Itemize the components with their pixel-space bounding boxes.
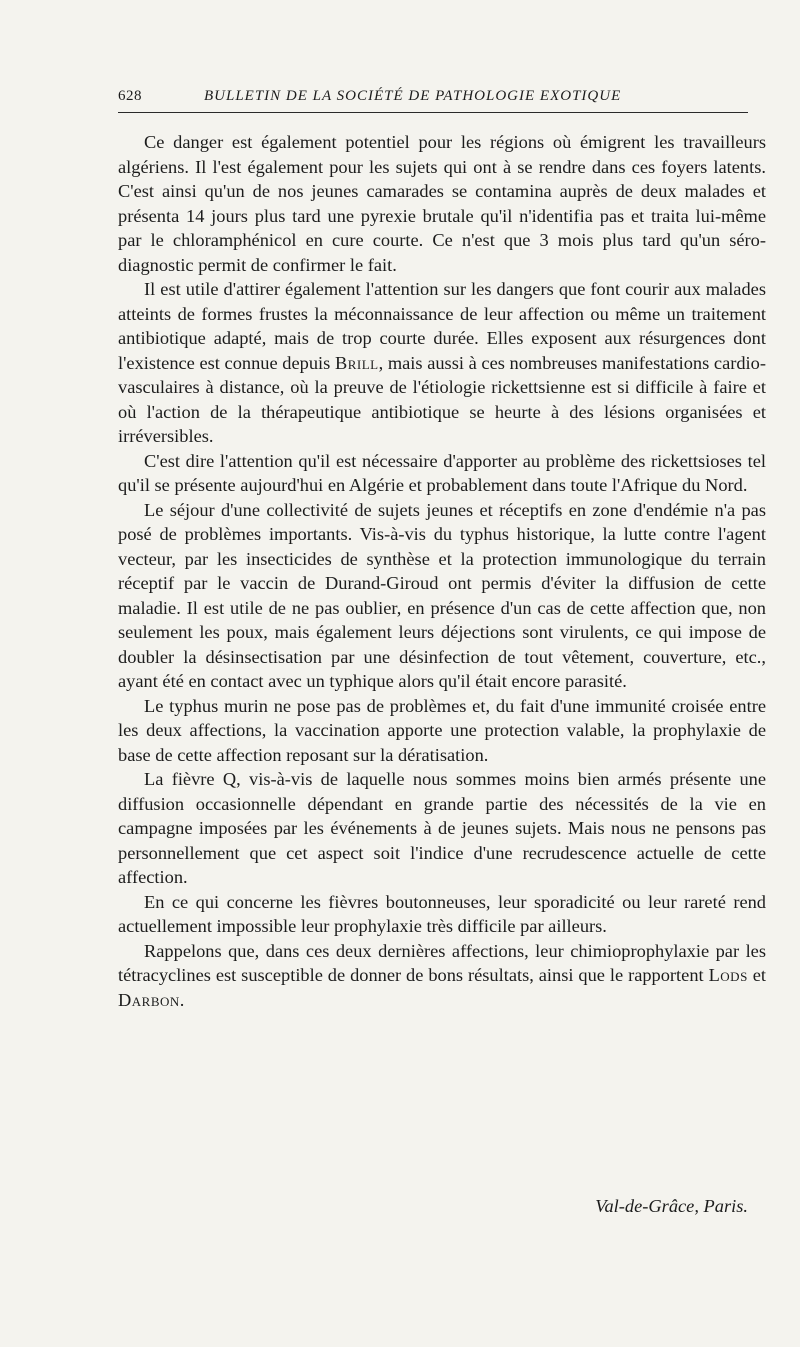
- paragraph-text: Rappelons que, dans ces deux dernières affections, leur chimioprophylaxie par les tétracyclines est susceptible de donner de bons résultats, ainsi que le rapportent: [118, 940, 766, 985]
- paragraph-typhus-murin: Le typhus murin ne pose pas de problèmes et, du fait d'une immunité croisée entre les deux affections, la vaccination apporte une protection valable, la prophylaxie de base de cette affection reposant sur la dératisation.: [118, 695, 766, 765]
- paragraph-chimioprophylaxie: [118, 939, 766, 1013]
- signature-location: Val-de-Grâce, Paris.: [595, 1196, 748, 1216]
- page-number: 628: [118, 88, 142, 104]
- running-title: BULLETIN DE LA SOCIÉTÉ DE PATHOLOGIE EXOTIQUE: [204, 88, 622, 104]
- paragraph-formes-frustes: [118, 277, 766, 449]
- paragraph-text: , mais aussi à ces nombreuses manifestations cardio-vasculaires à distance, où la preuve de l'étiologie rickettsienne est si difficile à faire et où l'action de la thérapeutique antibiotique se heurte à des lésions organisées et irréversibles.: [118, 352, 766, 446]
- article-body: [118, 130, 766, 1012]
- paragraph-text: .: [179, 989, 185, 1010]
- author-name: Brill: [334, 352, 379, 373]
- page-header: [118, 86, 748, 113]
- paragraph-typhus-historique: Le séjour d'une collectivité de sujets jeunes et réceptifs en zone d'endémie n'a pas posé de problèmes importants. Vis-à-vis du typhus historique, la lutte contre l'agent vecteur, par les insecticides de synthèse et la protection immunologique du terrain réceptif par le vaccin de Durand-Giroud ont permis d'éviter la diffusion de cette maladie. Il est utile de ne pas oublier, en présence d'un cas de cette affection que, non seulement les poux, mais également leurs déjections sont virulents, ce qui impose de doubler la désinsectisation par une désinfection de tout vêtement, couverture, etc., ayant été en contact avec un typhique alors qu'il était encore parasité.: [118, 499, 766, 691]
- paragraph-contamination: Ce danger est également potentiel pour les régions où émigrent les travailleurs algériens. Il l'est également pour les sujets qui ont à se rendre dans ces foyers latents. C'est ainsi qu'un de nos jeunes camarades se contamina auprès de deux malades et présenta 14 jours plus tard une pyrexie brutale qu'il n'identifia pas et traita lui-même par le chloramphénicol en cure courte. Ce n'est que 3 mois plus tard qu'un séro-diagnostic permit de confirmer le fait.: [118, 132, 766, 275]
- author-name: Darbon: [118, 989, 180, 1010]
- paragraph-fievre-q: La fièvre Q, vis-à-vis de laquelle nous sommes moins bien armés présente une diffusion occasionnelle dépendant en grande partie des nécessités de la vie en campagne imposées par les événements à de jeunes sujets. Mais nous ne pensons pas personnellement que cet aspect soit l'indice d'une recrudescence actuelle de cette affection.: [118, 769, 766, 887]
- paragraph-text: Il est utile d'attirer également l'attention sur les dangers que font courir aux malades atteints de formes frustes la méconnaissance de leur affection ou même un traitement antibiotique adapté, mais de trop courte durée. Elles exposent aux résurgences dont l'existence est connue depuis: [118, 279, 766, 373]
- paragraph-fievres-boutonneuses: En ce qui concerne les fièvres boutonneuses, leur sporadicité ou leur rareté rend actuellement impossible leur prophylaxie très difficile par ailleurs.: [118, 891, 766, 936]
- paragraph-rickettsioses: C'est dire l'attention qu'il est nécessaire d'apporter au problème des rickettsioses tel qu'il se présente aujourd'hui en Algérie et probablement dans toute l'Afrique du Nord.: [118, 450, 766, 495]
- paragraph-text: et: [747, 965, 766, 985]
- author-name: Lods: [708, 965, 748, 985]
